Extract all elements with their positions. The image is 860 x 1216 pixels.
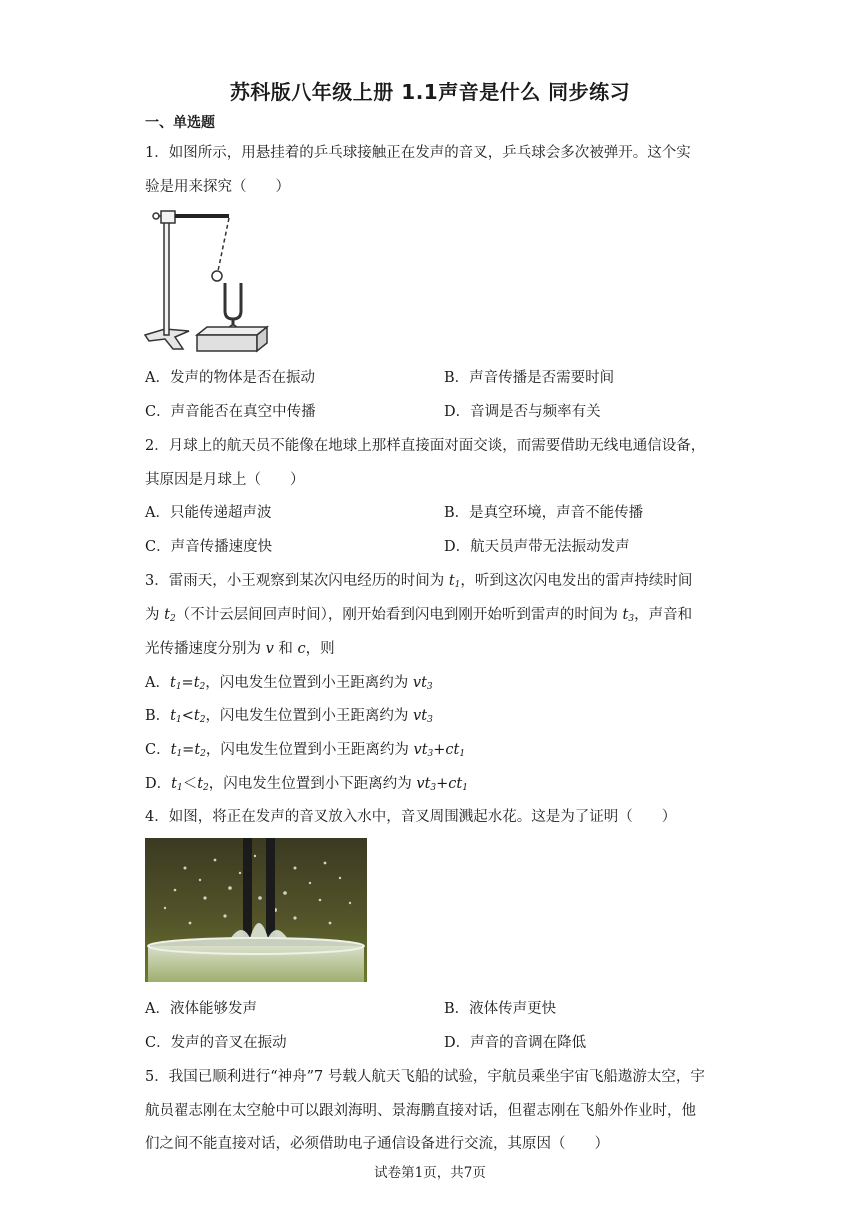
question-4-option-d: D．声音的音调在降低 bbox=[444, 1035, 587, 1051]
question-1-option-b: B．声音传播是否需要时间 bbox=[444, 370, 615, 386]
tuning-fork-pingpong-figure bbox=[143, 203, 273, 355]
question-1-stem: 1．如图所示，用悬挂着的乒乓球接触正在发声的音叉，乒乓球会多次被弹开。这个实 bbox=[145, 145, 691, 161]
question-3-option-a: A．$t_1=t_2$，闪电发生位置到小王距离约为 $vt_3$ bbox=[145, 675, 433, 692]
question-4-stem: 4．如图，将正在发声的音叉放入水中，音叉周围溅起水花。这是为了证明（ ） bbox=[145, 809, 677, 825]
question-2-stem-cont: 其原因是月球上（ ） bbox=[145, 472, 305, 488]
question-1-option-a: A．发声的物体是否在振动 bbox=[145, 370, 315, 386]
question-1-stem-cont: 验是用来探究（ ） bbox=[145, 179, 290, 195]
question-5-stem: 5．我国已顺利进行“神舟”7 号载人航天飞船的试验，宇航员乘坐宇宙飞船遨游太空，宇 bbox=[145, 1069, 705, 1085]
question-3-option-b: B．$t_1<t_2$，闪电发生位置到小王距离约为 $vt_3$ bbox=[145, 708, 433, 725]
question-5-stem-cont: 航员翟志刚在太空舱中可以跟刘海明、景海鹏直接对话，但翟志刚在飞船外作业时，他 bbox=[145, 1103, 696, 1119]
question-2-option-c: C．声音传播速度快 bbox=[145, 539, 273, 555]
question-2-stem: 2．月球上的航天员不能像在地球上那样直接面对面交谈，而需要借助无线电通信设备， bbox=[145, 438, 706, 454]
question-2-option-b: B．是真空环境，声音不能传播 bbox=[444, 505, 644, 521]
question-4-option-a: A．液体能够发声 bbox=[145, 1001, 257, 1017]
question-4-option-c: C．发声的音叉在振动 bbox=[145, 1035, 287, 1051]
question-3-stem-cont-2: 光传播速度分别为 v 和 c，则 bbox=[145, 641, 335, 657]
tuning-fork-water-photo bbox=[145, 838, 367, 982]
question-3-option-d: D．$t_1<t_2$，闪电发生位置到小下距离约为 $vt_3+ct_1$ bbox=[145, 776, 468, 793]
question-3-option-c: C．$t_1=t_2$，闪电发生位置到小王距离约为 $vt_3+ct_1$ bbox=[145, 742, 466, 759]
question-3-stem-cont: 为 $t_2$（不计云层间回声时间），刚开始看到闪电到刚开始听到雷声的时间为 $t_3$，声音和 bbox=[145, 607, 693, 624]
question-1-option-d: D．音调是否与频率有关 bbox=[444, 404, 601, 420]
question-1-option-c: C．声音能否在真空中传播 bbox=[145, 404, 316, 420]
question-5-stem-cont-2: 们之间不能直接对话，必须借助电子通信设备进行交流，其原因（ ） bbox=[145, 1136, 609, 1152]
question-2-option-a: A．只能传递超声波 bbox=[145, 505, 272, 521]
question-3-stem: 3．雷雨天，小王观察到某次闪电经历的时间为 $t_1$，听到这次闪电发出的雷声持续时间 bbox=[145, 573, 693, 590]
section-heading: 一、单选题 bbox=[145, 115, 215, 131]
question-4-option-b: B．液体传声更快 bbox=[444, 1001, 557, 1017]
question-2-option-d: D．航天员声带无法振动发声 bbox=[444, 539, 630, 555]
page-footer: 试卷第1页，共7页 bbox=[374, 1165, 486, 1181]
page-title: 苏科版八年级上册 1.1声音是什么 同步练习 bbox=[229, 80, 631, 104]
